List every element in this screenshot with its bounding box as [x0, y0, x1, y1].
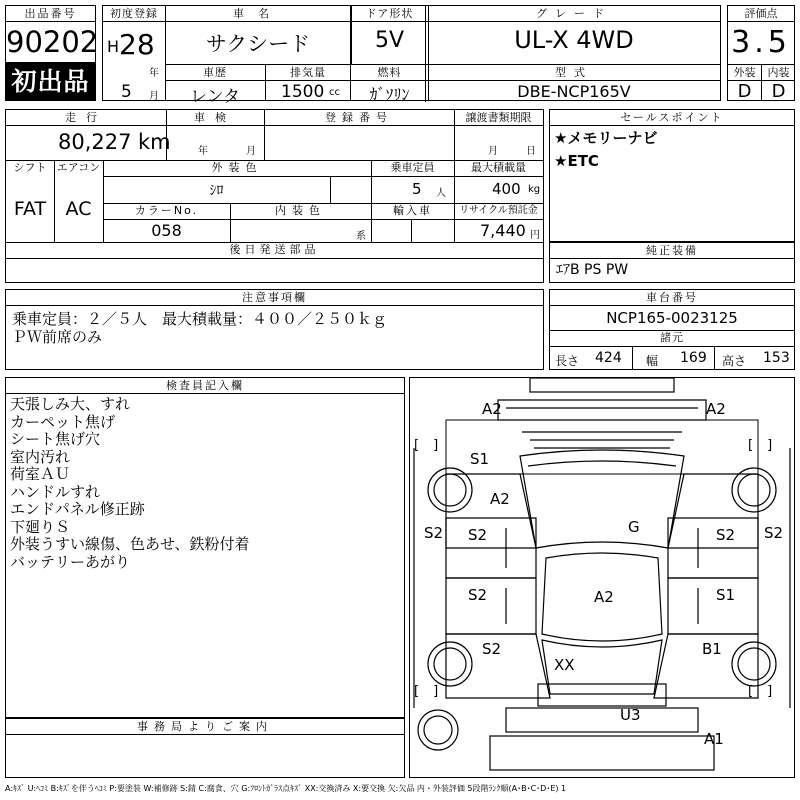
fuel-label: 燃料	[377, 66, 402, 79]
bracket-right-top: [ ]	[748, 438, 773, 453]
inspector-line-1: 天張しみ大、すれ	[10, 395, 131, 413]
inspection-month-unit: 月	[246, 146, 256, 157]
year-unit: 年	[149, 68, 159, 79]
office-label: 事務局よりご案内	[6, 719, 404, 735]
history: レンタ	[190, 87, 240, 107]
mark-rear-glass: XX	[554, 656, 575, 674]
capacity: 5	[412, 180, 422, 198]
interior-label: 内装	[767, 66, 790, 79]
office-box	[5, 718, 405, 778]
bracket-left-top: [ ]	[414, 438, 439, 453]
mark-left-front-door: S2	[468, 526, 488, 544]
int-color-unit: 系	[356, 231, 366, 242]
transfer-month-unit: 月	[488, 146, 498, 157]
grade-label: グレード	[536, 7, 612, 20]
length-label: 長さ	[555, 354, 580, 368]
import-label: 輸入車	[393, 204, 432, 217]
lot-number: 90202	[6, 25, 99, 59]
equipment-label: 純正装備	[550, 243, 794, 259]
bracket-left-bottom: [ ]	[414, 684, 439, 699]
max-load-unit: kg	[528, 184, 541, 195]
vehicle-header-table	[102, 5, 721, 107]
sales-point-label: セールスポイント	[550, 110, 794, 126]
inspector-line-8: 下廻りＳ	[10, 517, 71, 536]
inspector-label: 検査員記入欄	[6, 378, 404, 394]
color-no-label: カラーNo.	[134, 204, 199, 217]
history-label: 車歴	[203, 66, 227, 79]
mark-rear-panel: U3	[620, 706, 641, 724]
fuel: ｶﾞｿﾘﾝ	[369, 85, 410, 104]
lot-number-label: 出品番号	[6, 6, 95, 22]
displacement-label: 排気量	[290, 66, 326, 79]
mark-left-rear-fender: S2	[482, 640, 502, 658]
max-load: 400	[492, 180, 521, 198]
era: H	[107, 37, 120, 56]
inspector-line-10: バッテリーあがり	[10, 552, 131, 571]
int-color-label: 内装色	[275, 204, 326, 217]
inspector-line-6: ハンドルすれ	[10, 482, 101, 501]
model-label: 型式	[555, 66, 593, 79]
score: 3.5	[731, 25, 791, 60]
mark-right-mirror-side: S2	[764, 524, 784, 542]
mileage-unit: km	[138, 130, 171, 154]
ac: AC	[65, 198, 92, 220]
mark-right-front-door: S2	[716, 526, 736, 544]
shift: FAT	[13, 198, 47, 220]
inspection-year-unit: 年	[198, 146, 208, 157]
mileage: 80,227	[58, 130, 132, 154]
mark-right-rear-fender: B1	[702, 640, 722, 658]
transfer-label: 譲渡書類期限	[465, 111, 532, 124]
mark-roof: A2	[594, 588, 614, 606]
ac-label: エアコン	[56, 161, 101, 174]
grade: UL-X 4WD	[514, 26, 634, 54]
color-no: 058	[151, 221, 182, 240]
width-label: 幅	[646, 354, 659, 368]
info-table	[5, 109, 544, 283]
notes-line-2: ＰＷ前席のみ	[12, 328, 103, 346]
first-listing-badge: 初出品	[5, 63, 96, 101]
recycle: 7,440	[480, 221, 526, 240]
height: 153	[763, 350, 790, 366]
displacement-unit: cc	[329, 87, 340, 98]
month-unit: 月	[149, 91, 159, 102]
car-outline	[410, 378, 794, 777]
notes-box	[5, 289, 544, 370]
notes-line-1: 乗車定員：２／５人 最大積載量：４００／２５０ｋｇ	[12, 310, 388, 328]
displacement: 1500	[281, 82, 325, 102]
reg-no-label: 登録番号	[325, 111, 393, 124]
model: DBE-NCP165V	[517, 82, 631, 101]
inspector-line-5: 荷室ＡＵ	[10, 465, 71, 483]
mark-rear-bumper: A1	[704, 730, 724, 748]
exterior-grade: D	[737, 81, 752, 102]
bracket-right-bottom: [ ]	[748, 684, 773, 699]
max-load-label: 最大積載量	[471, 161, 526, 174]
equipment-value: ｴｱB PS PW	[556, 262, 629, 278]
ext-color: ｼﾛ	[209, 183, 224, 199]
notes-label: 注意事項欄	[6, 290, 543, 306]
later-parts-label: 後日発送部品	[229, 243, 320, 256]
inspector-box	[5, 377, 405, 718]
score-box	[727, 5, 795, 101]
sales-point-box	[549, 109, 795, 242]
first-reg-year: 28	[119, 28, 155, 61]
sales-point-2: ★ETC	[554, 152, 599, 170]
chassis-box	[549, 289, 795, 370]
capacity-label: 乗車定員	[390, 161, 435, 174]
height-label: 高さ	[722, 354, 747, 368]
mark-left-rear-door: S2	[468, 586, 488, 604]
chassis-label: 車台番号	[550, 290, 794, 306]
door: 5V	[374, 28, 405, 53]
mileage-label: 走行	[65, 111, 107, 124]
specs-label: 諸元	[660, 331, 684, 344]
inspector-line-7: エンドパネル修正跡	[10, 500, 145, 518]
legend: A:ｷｽﾞ U:ﾍｺﾐ B:ｷｽﾞを伴うﾍｺﾐ P:要塗装 W:補修跡 S:錆 C:腐食、穴 G:ﾌﾛﾝﾄｶﾞﾗｽ点ｷｽﾞ XX:交換済み X:要交換 欠:欠品 内・外装評価 5段階ﾗﾝｸ順(A･B･C･D･E) 1	[5, 784, 567, 793]
mark-right-rear-door: S1	[716, 586, 736, 604]
shift-label: シフト	[13, 161, 47, 174]
equipment-box	[549, 242, 795, 283]
car-name-label: 車名	[233, 7, 283, 20]
car-diagram	[409, 377, 795, 778]
car-name: サクシード	[205, 32, 311, 56]
inspection-label: 車検	[194, 111, 236, 124]
mark-front-right: A2	[706, 400, 726, 418]
transfer-day-unit: 日	[526, 146, 536, 157]
mark-hood: A2	[490, 490, 510, 508]
inspector-line-9: 外装うすい線傷、色あせ、鉄粉付着	[10, 535, 250, 553]
score-label: 評価点	[728, 6, 794, 22]
first-reg-month: 5	[121, 82, 132, 102]
lot-number-box	[5, 5, 99, 63]
door-label: ドア形状	[365, 7, 414, 20]
mark-front-left-fender: S1	[470, 450, 490, 468]
exterior-label: 外装	[733, 66, 756, 79]
recycle-label: リサイクル預託金	[459, 205, 538, 216]
width: 169	[680, 350, 707, 366]
inspector-line-4: 室内汚れ	[10, 447, 71, 466]
sales-point-1: ★メモリーナビ	[554, 129, 658, 147]
mark-left-mirror-side: S2	[424, 524, 444, 542]
mark-windshield: G	[628, 518, 640, 536]
mark-front-left: A2	[482, 400, 502, 418]
length: 424	[595, 350, 622, 366]
chassis-number: NCP165-0023125	[606, 309, 738, 327]
interior-grade: D	[771, 81, 786, 102]
recycle-unit: 円	[530, 230, 540, 241]
capacity-unit: 人	[436, 188, 446, 199]
ext-color-label: 外装色	[211, 161, 263, 174]
first-reg-label: 初度登録	[110, 7, 158, 20]
inspector-line-2: カーペット焦げ	[10, 412, 116, 431]
inspector-line-3: シート焦げ穴	[10, 430, 101, 448]
